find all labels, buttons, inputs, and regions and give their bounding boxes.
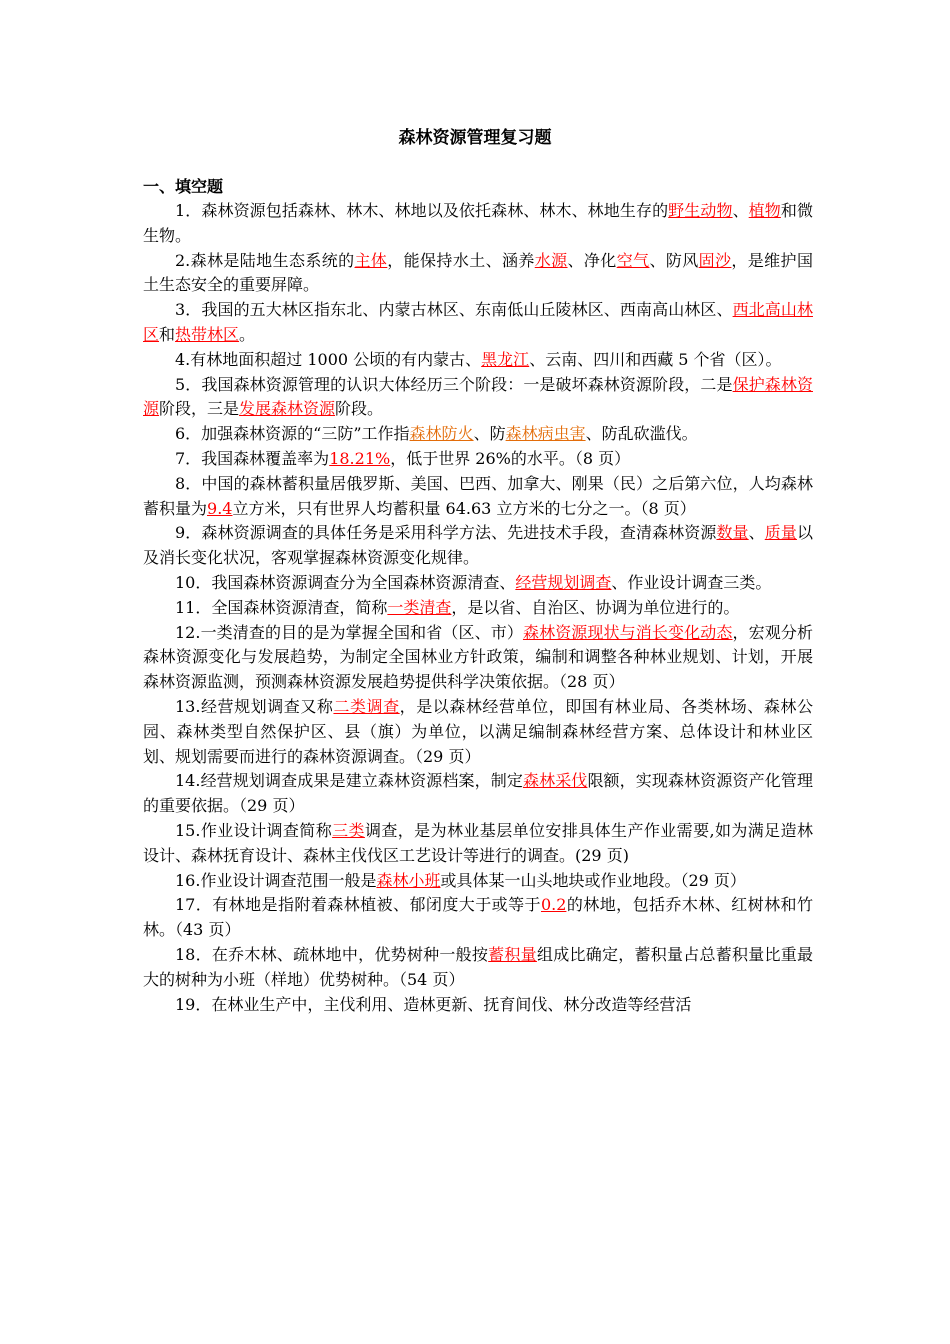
question-text: 、防风 [649, 250, 699, 270]
answer-blank: 森林防火 [409, 424, 474, 444]
question-text: 5．我国森林资源管理的认识大体经历三个阶段：一是破坏森林资源阶段，二是 [175, 374, 733, 394]
question-text: 、云南、四川和西藏 5 个省（区）。 [529, 349, 782, 369]
answer-blank: 质量 [764, 523, 797, 543]
answer-blank: 18.21% [329, 448, 391, 468]
question-item [143, 993, 813, 1018]
question-text: 调查，是为林业基层单位安排具体生产作业需要,如为满足造林设计、森林抚育设计、森林主伐伐区工艺设计等进行的调查。(29 页) [143, 820, 813, 865]
question-text: 阶段，三是 [159, 399, 240, 419]
question-text: 或具体某一山头地块或作业地段。（29 页） [440, 870, 746, 890]
question-item [143, 943, 813, 993]
question-text: 和 [159, 324, 176, 344]
question-item [143, 447, 813, 472]
question-text: 、防 [473, 424, 506, 444]
question-text: 14.经营规划调查成果是建立森林资源档案，制定 [175, 771, 523, 791]
answer-blank: 9.4 [207, 498, 233, 518]
question-text: ，是以森林经营单位，即国有林业局、各类林场、森林公园、森林类型自然保护区、县（旗）为单位，以满足编制森林经营方案、总体设计和林业区划、规划需要而进行的森林资源调查。（29 页） [143, 696, 813, 766]
answer-blank: 蓄积量 [488, 944, 537, 964]
answer-blank: 黑龙江 [481, 349, 530, 369]
question-text: ，宏观分析森林资源变化与发展趋势，为制定全国林业方针政策，编制和调整各种林业规划、计划，开展森林资源监测，预测森林资源发展趋势提供科学决策依据。（28 页） [143, 622, 813, 692]
question-item [143, 769, 813, 819]
question-text: 6．加强森林资源的“三防”工作指 [175, 424, 410, 444]
answer-blank: 西北高山林区 [143, 300, 813, 344]
question-item [143, 298, 813, 348]
question-text: 11．全国森林资源清查，简称 [175, 597, 388, 617]
question-text: ，能保持水土、涵养 [387, 250, 535, 270]
question-text: 16.作业设计调查范围一般是 [175, 870, 377, 890]
question-text: 13.经营规划调查又称 [175, 696, 334, 716]
question-list [143, 199, 813, 1017]
question-text: 18．在乔木林、疏林地中，优势树种一般按 [175, 944, 489, 964]
question-item [143, 869, 813, 894]
answer-blank: 森林小班 [376, 870, 441, 890]
question-text: 、 [748, 523, 765, 543]
question-item [143, 819, 813, 869]
question-item [143, 472, 813, 522]
question-text: 19．在林业生产中，主伐利用、造林更新、抚育间伐、林分改造等经营活 [175, 994, 692, 1014]
question-item [143, 521, 813, 571]
question-text: 、作业设计调查三类。 [611, 572, 772, 592]
question-item [143, 621, 813, 695]
question-item [143, 893, 813, 943]
answer-blank: 森林采伐 [522, 771, 588, 791]
question-text: 限额，实现森林资源资产化管理的重要依据。（29 页） [143, 771, 813, 816]
question-text: 立方米，只有世界人均蓄积量 64.63 立方米的七分之一。（8 页） [232, 498, 696, 518]
answer-blank: 固沙 [698, 250, 732, 270]
answer-blank: 森林病虫害 [505, 424, 586, 444]
question-item [143, 422, 813, 447]
question-item [143, 695, 813, 769]
answer-blank: 保护森林资源 [143, 374, 813, 419]
question-text: 。 [239, 324, 256, 344]
question-item [143, 199, 813, 249]
question-text: 2.森林是陆地生态系统的 [175, 250, 355, 270]
question-text: 、防乱砍滥伐。 [585, 424, 698, 444]
question-text: 、净化 [567, 250, 617, 270]
question-text: 3．我国的五大林区指东北、内蒙古林区、东南低山丘陵林区、西南高山林区、 [175, 300, 733, 320]
question-text: 15.作业设计调查简称 [175, 820, 333, 840]
question-item [143, 249, 813, 299]
answer-blank: 空气 [616, 250, 650, 270]
question-text: 以及消长变化状况，客观掌握森林资源变化规律。 [143, 523, 813, 568]
question-text: 组成比确定，蓄积量占总蓄积量比重最大的树种为小班（样地）优势树种。（54 页） [143, 944, 813, 989]
question-item [143, 596, 813, 621]
question-text: ，是以省、自治区、协调为单位进行的。 [451, 597, 740, 617]
section-heading: 一、填空题 [143, 177, 224, 196]
question-item [143, 571, 813, 596]
document-title: 森林资源管理复习题 [398, 128, 552, 148]
question-text: 4.有林地面积超过 1000 公顷的有内蒙古、 [175, 349, 482, 369]
answer-blank: 0.2 [540, 895, 567, 915]
question-item [143, 373, 813, 423]
answer-blank: 野生动物 [668, 201, 733, 220]
answer-blank: 一类清查 [387, 597, 452, 617]
question-text: 12.一类清查的目的是为掌握全国和省（区、市） [175, 622, 523, 642]
answer-blank: 数量 [716, 523, 749, 543]
answer-blank: 二类调查 [333, 696, 400, 716]
question-text: ，是维护国土生态安全的重要屏障。 [143, 250, 813, 295]
answer-blank: 热带林区 [175, 324, 240, 344]
question-text: 8．中国的森林蓄积量居俄罗斯、美国、巴西、加拿大、刚果（民）之后第六位，人均森林蓄积量为 [143, 473, 813, 518]
question-text: 1．森林资源包括森林、林木、林地以及依托森林、林木、林地生存的 [175, 201, 669, 220]
answer-blank: 水源 [534, 250, 568, 270]
question-text: 7．我国森林覆盖率为 [175, 448, 330, 468]
question-text: 和微生物。 [143, 201, 813, 245]
answer-blank: 森林资源现状与消长变化动态 [522, 622, 733, 642]
answer-blank: 植物 [748, 201, 781, 220]
answer-blank: 主体 [354, 250, 388, 270]
question-text: 阶段。 [335, 399, 384, 419]
question-text: 、 [732, 201, 749, 220]
question-text: 的林地，包括乔木林、红树林和竹林。（43 页） [143, 895, 813, 940]
answer-blank: 三类 [332, 820, 365, 840]
question-text: 17．有林地是指附着森林植被、郁闭度大于或等于 [175, 895, 541, 915]
answer-blank: 经营规划调查 [515, 572, 612, 592]
question-text: 10．我国森林资源调查分为全国森林资源清查、 [175, 572, 516, 592]
question-item [143, 348, 813, 373]
question-text: ，低于世界 26%的水平。（8 页） [390, 448, 631, 468]
question-text: 9．森林资源调查的具体任务是采用科学方法、先进技术手段，查清森林资源 [175, 523, 717, 543]
answer-blank: 发展森林资源 [239, 399, 336, 419]
